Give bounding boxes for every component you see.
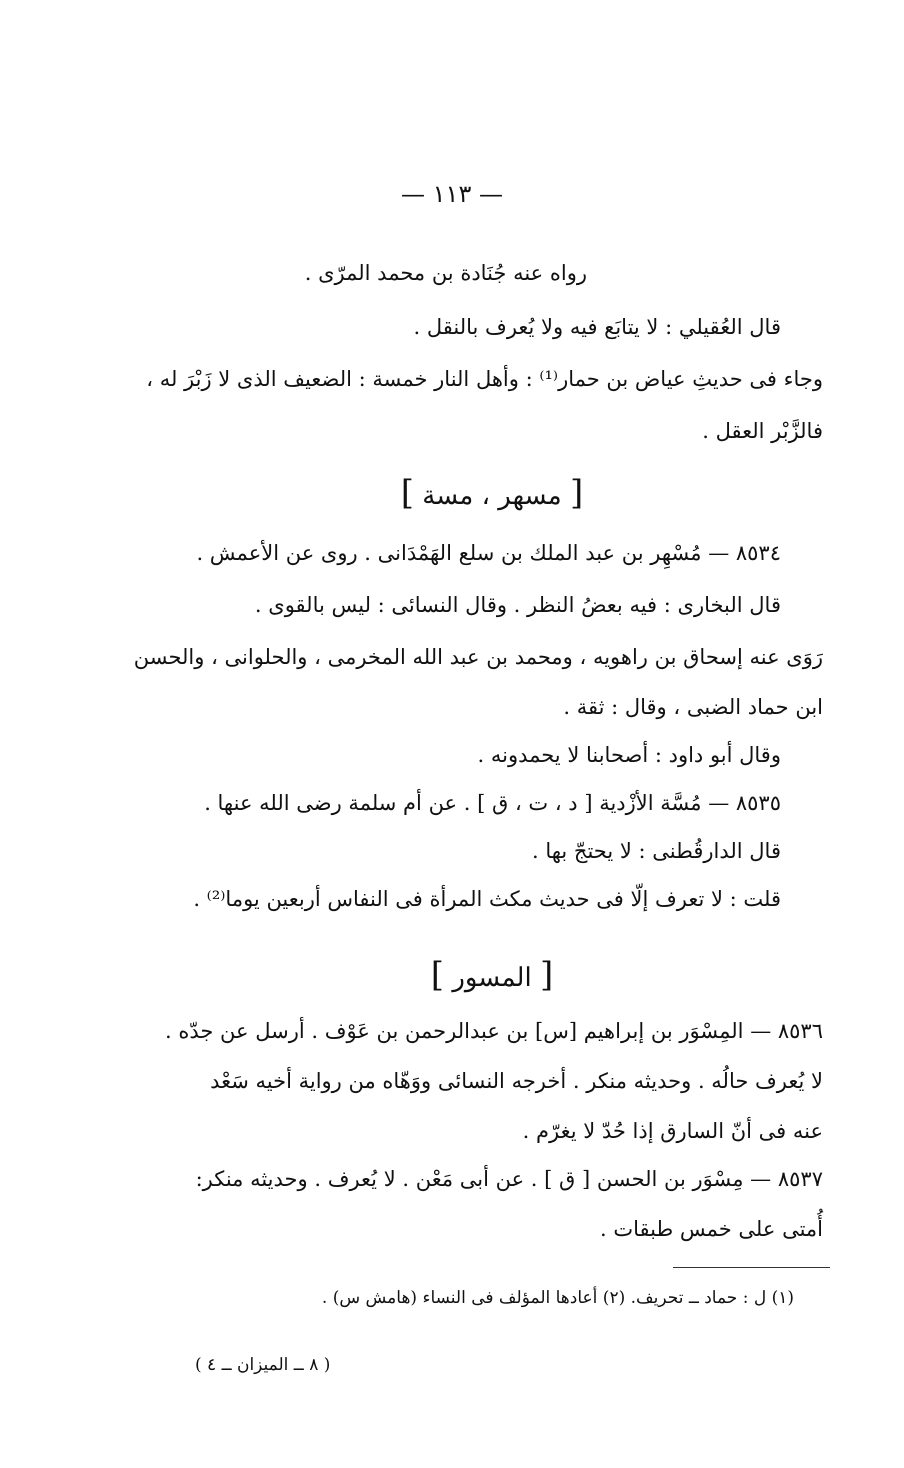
text-line: وقال أبو داود : أصحابنا لا يحمدونه . [477,743,781,767]
text-line: رواه عنه جُنَادة بن محمد المرّى . [304,261,587,285]
section-heading [0,955,904,995]
entry-line: ٨٥٣٤ — مُسْهِر بن عبد الملك بن سلع الهَمْدَانى . روى عن الأعمش . [196,541,781,565]
text-line: ابن حماد الضبى ، وقال : ثقة . [563,695,823,719]
entry-line: ٨٥٣٥ — مُسَّة الأزْدية [ د ، ت ، ق ] . عن أم سلمة رضى الله عنها . [204,791,781,815]
section-title: مسهر ، مسة [422,481,562,511]
open-bracket: [ [539,955,554,995]
text-line: قال الدارقُطنى : لا يحتجّ بها . [531,839,781,863]
text-line: لا يُعرف حالُه . وحديثه منكر . أخرجه النسائى ووَهّاه من رواية أخيه سَعْد [210,1069,823,1093]
text-line: فالزَّبْر العقل . [702,419,823,443]
open-bracket: [ [569,473,584,513]
text-line: قلت : لا تعرف إلّا فى حديث مكث المرأة فى النفاس أربعين يوما⁽²⁾ . [193,887,781,911]
text-line: رَوَى عنه إسحاق بن راهويه ، ومحمد بن عبد الله المخرمى ، والحلوانى ، والحسن [133,645,823,669]
text-line: قال العُقيلي : لا يتابَع فيه ولا يُعرف بالنقل . [413,315,781,339]
close-bracket: ] [430,955,445,995]
text-line: قال البخارى : فيه بعضُ النظر . وقال النسائى : ليس بالقوى . [254,593,781,617]
footnotes: (١) ل : حماد ــ تحريف. (٢) أعادها المؤلف فى النساء (هامش س) . [321,1288,794,1308]
footnote-divider [673,1267,830,1268]
section-title: المسور [452,963,532,993]
text-line: أُمتى على خمس طبقات . [599,1217,823,1241]
close-bracket: ] [400,473,415,513]
printer-signature: ( ٨ ــ الميزان ــ ٤ ) [195,1355,331,1375]
page-number: — ١١٣ — [401,180,503,208]
text-line: وجاء فى حديثِ عياض بن حمار⁽¹⁾ : وأهل النار خمسة : الضعيف الذى لا زَبْرَ له ، [146,367,823,391]
section-heading [0,473,904,513]
entry-line: ٨٥٣٧ — مِسْوَر بن الحسن [ ق ] . عن أبى مَعْن . لا يُعرف . وحديثه منكر: [195,1167,823,1191]
text-line: عنه فى أنّ السارق إذا حُدّ لا يغرّم . [522,1119,823,1143]
entry-line: ٨٥٣٦ — المِسْوَر بن إبراهيم [س] بن عبدالرحمن بن عَوْف . أرسل عن جدّه . [165,1019,823,1043]
